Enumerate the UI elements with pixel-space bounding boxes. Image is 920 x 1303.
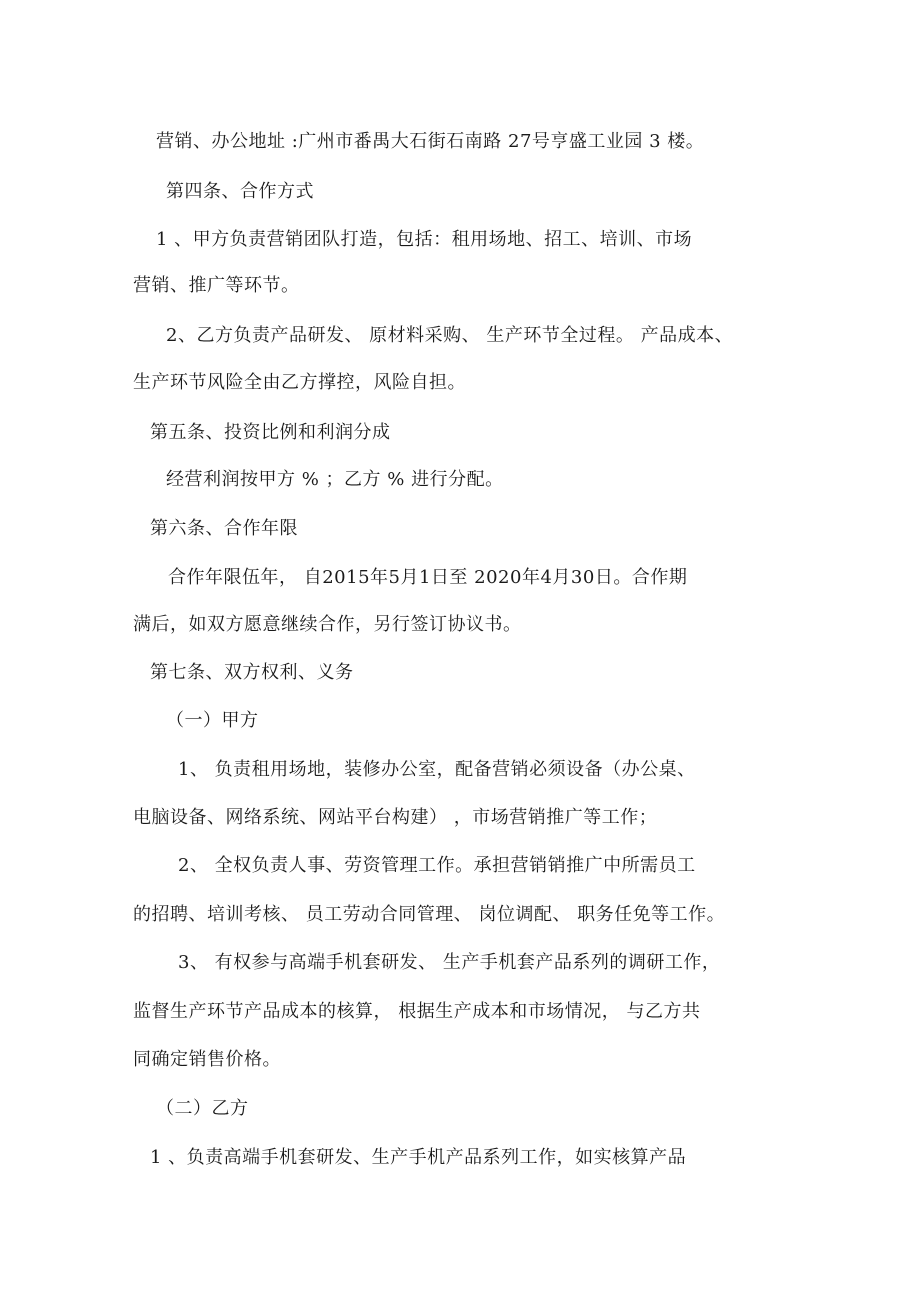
party-a-item-3-cont-1: 监督生产环节产品成本的核算， 根据生产成本和市场情况， 与乙方共 — [133, 1001, 701, 1022]
party-a-item-3: 3、 有权参与高端手机套研发、 生产手机套产品系列的调研工作， — [178, 952, 721, 973]
article-4-item-2-cont: 生产环节风险全由乙方撑控，风险自担。 — [133, 372, 466, 393]
article-7-heading: 第七条、双方权利、义务 — [150, 662, 354, 683]
party-a-item-2-cont: 的招聘、培训考核、 员工劳动合同管理、 岗位调配、 职务任免等工作。 — [133, 904, 726, 925]
article-6-heading: 第六条、合作年限 — [150, 518, 298, 539]
address-line: 营销、办公地址 :广州市番禺大石街石南路 27号亨盛工业园 3 楼。 — [156, 131, 705, 152]
party-a-item-1-cont: 电脑设备、网络系统、网站平台构建） ，市场营销推广等工作； — [133, 807, 658, 828]
party-b-item-1: 1 、负责高端手机套研发、生产手机产品系列工作，如实核算产品 — [150, 1147, 687, 1168]
article-4-heading: 第四条、合作方式 — [166, 181, 314, 202]
article-4-item-1-cont: 营销、推广等环节。 — [133, 275, 300, 296]
party-a-item-2: 2、 全权负责人事、劳资管理工作。承担营销销推广中所需员工 — [178, 855, 696, 876]
party-a-item-1: 1、 负责租用场地，装修办公室，配备营销必须设备（办公桌、 — [178, 759, 696, 780]
article-6-body-cont: 满后，如双方愿意继续合作，另行签订协议书。 — [133, 614, 522, 635]
party-a-item-3-cont-2: 同确定销售价格。 — [133, 1049, 281, 1070]
party-b-heading: （二）乙方 — [156, 1098, 249, 1119]
article-5-heading: 第五条、投资比例和利润分成 — [150, 422, 391, 443]
article-6-body: 合作年限伍年， 自2015年5月1日至 2020年4月30日。合作期 — [168, 567, 688, 588]
article-4-item-1: 1 、甲方负责营销团队打造，包括：租用场地、招工、培训、市场 — [156, 229, 693, 250]
article-5-body: 经营利润按甲方 % ；乙方 % 进行分配。 — [166, 469, 504, 490]
article-4-item-2: 2、乙方负责产品研发、 原材料采购、 生产环节全过程。 产品成本、 — [166, 325, 734, 346]
party-a-heading: （一）甲方 — [166, 710, 259, 731]
